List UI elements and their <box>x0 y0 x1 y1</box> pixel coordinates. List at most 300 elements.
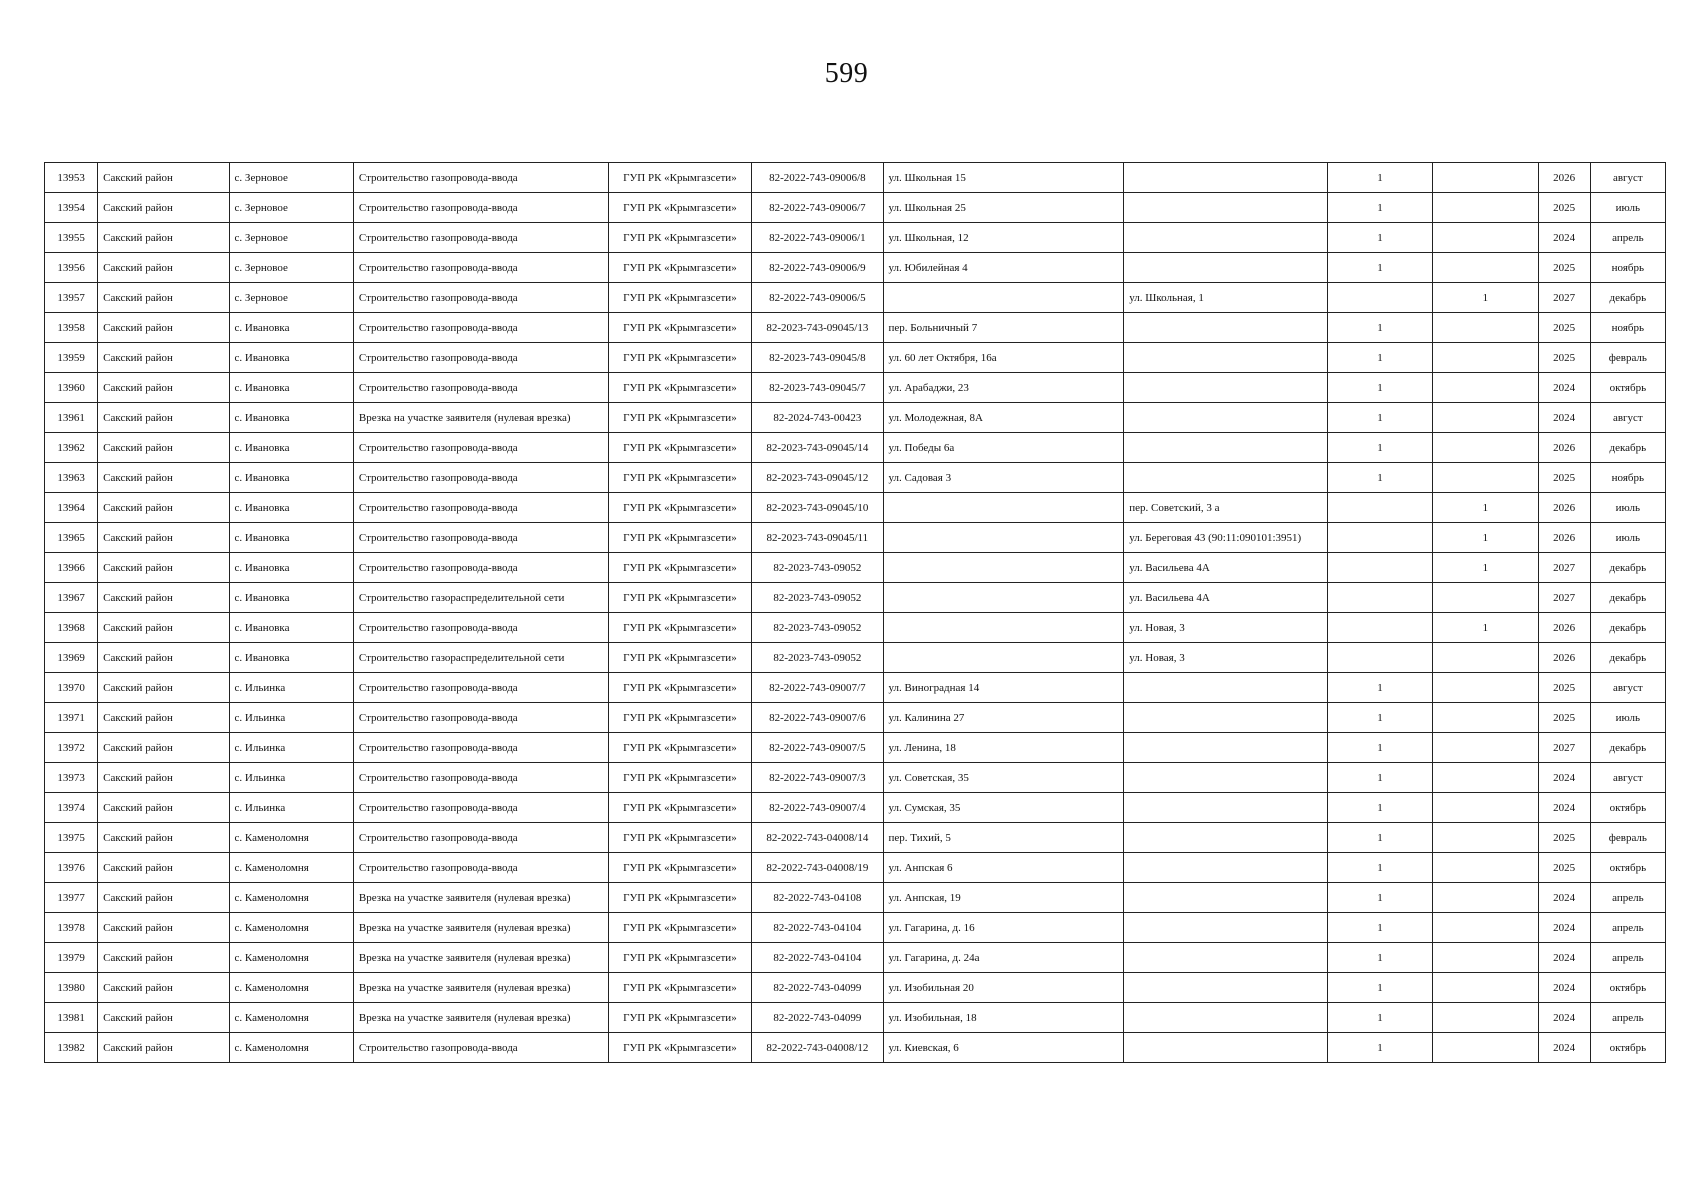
month-cell: декабрь <box>1590 433 1665 463</box>
village-cell: с. Ильинка <box>229 673 353 703</box>
address-cell: ул. Анпская, 19 <box>883 883 1124 913</box>
tech-conditions-number-cell: 82-2022-743-09006/9 <box>752 253 883 283</box>
count-cell: 1 <box>1327 763 1432 793</box>
district-cell: Сакский район <box>98 883 229 913</box>
tech-conditions-number-cell: 82-2022-743-04099 <box>752 1003 883 1033</box>
row-number-cell: 13953 <box>45 163 98 193</box>
year-cell: 2024 <box>1538 913 1590 943</box>
village-cell: с. Ильинка <box>229 793 353 823</box>
village-cell: с. Ивановка <box>229 463 353 493</box>
year-cell: 2025 <box>1538 463 1590 493</box>
count-alt-cell <box>1433 763 1538 793</box>
count-alt-cell: 1 <box>1433 283 1538 313</box>
work-type-cell: Строительство газопровода-ввода <box>353 373 608 403</box>
organization-cell: ГУП РК «Крымгазсети» <box>608 793 751 823</box>
tech-conditions-number-cell: 82-2022-743-09007/6 <box>752 703 883 733</box>
count-alt-cell: 1 <box>1433 553 1538 583</box>
year-cell: 2027 <box>1538 553 1590 583</box>
village-cell: с. Ивановка <box>229 523 353 553</box>
year-cell: 2025 <box>1538 823 1590 853</box>
table-body <box>45 163 1666 1063</box>
work-type-cell: Строительство газопровода-ввода <box>353 823 608 853</box>
tech-conditions-number-cell: 82-2022-743-04099 <box>752 973 883 1003</box>
month-cell: июль <box>1590 523 1665 553</box>
count-cell: 1 <box>1327 973 1432 1003</box>
row-number-cell: 13980 <box>45 973 98 1003</box>
table-row <box>45 643 1666 673</box>
count-cell: 1 <box>1327 823 1432 853</box>
address-alt-cell <box>1124 433 1328 463</box>
row-number-cell: 13969 <box>45 643 98 673</box>
district-cell: Сакский район <box>98 163 229 193</box>
table-row <box>45 523 1666 553</box>
year-cell: 2025 <box>1538 313 1590 343</box>
year-cell: 2026 <box>1538 433 1590 463</box>
count-cell <box>1327 283 1432 313</box>
count-alt-cell <box>1433 643 1538 673</box>
tech-conditions-number-cell: 82-2023-743-09045/8 <box>752 343 883 373</box>
organization-cell: ГУП РК «Крымгазсети» <box>608 223 751 253</box>
organization-cell: ГУП РК «Крымгазсети» <box>608 253 751 283</box>
count-cell: 1 <box>1327 853 1432 883</box>
table-row <box>45 433 1666 463</box>
district-cell: Сакский район <box>98 823 229 853</box>
table-row <box>45 283 1666 313</box>
count-alt-cell <box>1433 1003 1538 1033</box>
tech-conditions-number-cell: 82-2022-743-04108 <box>752 883 883 913</box>
row-number-cell: 13975 <box>45 823 98 853</box>
organization-cell: ГУП РК «Крымгазсети» <box>608 193 751 223</box>
district-cell: Сакский район <box>98 763 229 793</box>
year-cell: 2024 <box>1538 763 1590 793</box>
district-cell: Сакский район <box>98 343 229 373</box>
row-number-cell: 13971 <box>45 703 98 733</box>
district-cell: Сакский район <box>98 223 229 253</box>
tech-conditions-number-cell: 82-2023-743-09045/12 <box>752 463 883 493</box>
tech-conditions-number-cell: 82-2023-743-09052 <box>752 583 883 613</box>
village-cell: с. Ивановка <box>229 493 353 523</box>
row-number-cell: 13982 <box>45 1033 98 1063</box>
row-number-cell: 13966 <box>45 553 98 583</box>
table-row <box>45 163 1666 193</box>
row-number-cell: 13978 <box>45 913 98 943</box>
count-alt-cell <box>1433 673 1538 703</box>
address-cell: ул. Изобильная, 18 <box>883 1003 1124 1033</box>
address-alt-cell <box>1124 403 1328 433</box>
month-cell: октябрь <box>1590 853 1665 883</box>
table-row <box>45 223 1666 253</box>
count-alt-cell <box>1433 373 1538 403</box>
address-alt-cell <box>1124 1033 1328 1063</box>
district-cell: Сакский район <box>98 433 229 463</box>
organization-cell: ГУП РК «Крымгазсети» <box>608 553 751 583</box>
table-row <box>45 733 1666 763</box>
organization-cell: ГУП РК «Крымгазсети» <box>608 1003 751 1033</box>
work-type-cell: Строительство газопровода-ввода <box>353 343 608 373</box>
address-alt-cell <box>1124 973 1328 1003</box>
count-alt-cell <box>1433 193 1538 223</box>
count-cell: 1 <box>1327 913 1432 943</box>
year-cell: 2024 <box>1538 1003 1590 1033</box>
village-cell: с. Каменоломня <box>229 943 353 973</box>
work-type-cell: Строительство газопровода-ввода <box>353 733 608 763</box>
row-number-cell: 13955 <box>45 223 98 253</box>
row-number-cell: 13959 <box>45 343 98 373</box>
work-type-cell: Врезка на участке заявителя (нулевая врезка) <box>353 883 608 913</box>
address-cell <box>883 613 1124 643</box>
table-row <box>45 493 1666 523</box>
month-cell: август <box>1590 763 1665 793</box>
address-cell: ул. Киевская, 6 <box>883 1033 1124 1063</box>
tech-conditions-number-cell: 82-2022-743-09007/3 <box>752 763 883 793</box>
work-type-cell: Строительство газопровода-ввода <box>353 703 608 733</box>
year-cell: 2027 <box>1538 283 1590 313</box>
village-cell: с. Зерновое <box>229 223 353 253</box>
address-alt-cell: ул. Школьная, 1 <box>1124 283 1328 313</box>
year-cell: 2027 <box>1538 733 1590 763</box>
month-cell: апрель <box>1590 943 1665 973</box>
work-type-cell: Строительство газопровода-ввода <box>353 493 608 523</box>
village-cell: с. Ивановка <box>229 313 353 343</box>
village-cell: с. Ильинка <box>229 703 353 733</box>
address-alt-cell <box>1124 793 1328 823</box>
village-cell: с. Каменоломня <box>229 913 353 943</box>
count-cell: 1 <box>1327 1033 1432 1063</box>
organization-cell: ГУП РК «Крымгазсети» <box>608 823 751 853</box>
tech-conditions-number-cell: 82-2022-743-04104 <box>752 943 883 973</box>
district-cell: Сакский район <box>98 523 229 553</box>
tech-conditions-number-cell: 82-2022-743-09006/1 <box>752 223 883 253</box>
village-cell: с. Ивановка <box>229 403 353 433</box>
address-cell: ул. Школьная 25 <box>883 193 1124 223</box>
village-cell: с. Каменоломня <box>229 853 353 883</box>
address-alt-cell: ул. Береговая 43 (90:11:090101:3951) <box>1124 523 1328 553</box>
address-cell: ул. Виноградная 14 <box>883 673 1124 703</box>
count-cell: 1 <box>1327 943 1432 973</box>
month-cell: декабрь <box>1590 613 1665 643</box>
address-alt-cell <box>1124 883 1328 913</box>
district-cell: Сакский район <box>98 253 229 283</box>
district-cell: Сакский район <box>98 943 229 973</box>
row-number-cell: 13977 <box>45 883 98 913</box>
count-alt-cell <box>1433 583 1538 613</box>
address-cell: ул. Ленина, 18 <box>883 733 1124 763</box>
tech-conditions-number-cell: 82-2022-743-04008/12 <box>752 1033 883 1063</box>
village-cell: с. Ильинка <box>229 763 353 793</box>
organization-cell: ГУП РК «Крымгазсети» <box>608 283 751 313</box>
row-number-cell: 13976 <box>45 853 98 883</box>
district-cell: Сакский район <box>98 313 229 343</box>
year-cell: 2025 <box>1538 253 1590 283</box>
address-alt-cell <box>1124 253 1328 283</box>
tech-conditions-number-cell: 82-2023-743-09045/13 <box>752 313 883 343</box>
work-type-cell: Строительство газопровода-ввода <box>353 313 608 343</box>
address-cell <box>883 523 1124 553</box>
district-cell: Сакский район <box>98 643 229 673</box>
work-type-cell: Врезка на участке заявителя (нулевая врезка) <box>353 1003 608 1033</box>
organization-cell: ГУП РК «Крымгазсети» <box>608 523 751 553</box>
count-alt-cell <box>1433 823 1538 853</box>
tech-conditions-number-cell: 82-2022-743-09006/8 <box>752 163 883 193</box>
village-cell: с. Ивановка <box>229 553 353 583</box>
address-cell: ул. Арабаджи, 23 <box>883 373 1124 403</box>
month-cell: декабрь <box>1590 553 1665 583</box>
row-number-cell: 13957 <box>45 283 98 313</box>
month-cell: октябрь <box>1590 793 1665 823</box>
village-cell: с. Каменоломня <box>229 883 353 913</box>
month-cell: июль <box>1590 703 1665 733</box>
table-row <box>45 343 1666 373</box>
village-cell: с. Ивановка <box>229 343 353 373</box>
month-cell: апрель <box>1590 913 1665 943</box>
address-alt-cell: ул. Новая, 3 <box>1124 643 1328 673</box>
work-type-cell: Строительство газопровода-ввода <box>353 223 608 253</box>
work-type-cell: Строительство газопровода-ввода <box>353 793 608 823</box>
district-cell: Сакский район <box>98 853 229 883</box>
village-cell: с. Зерновое <box>229 193 353 223</box>
address-cell <box>883 283 1124 313</box>
organization-cell: ГУП РК «Крымгазсети» <box>608 403 751 433</box>
year-cell: 2025 <box>1538 673 1590 703</box>
year-cell: 2025 <box>1538 193 1590 223</box>
address-alt-cell <box>1124 373 1328 403</box>
address-alt-cell <box>1124 223 1328 253</box>
district-cell: Сакский район <box>98 673 229 703</box>
table-row <box>45 583 1666 613</box>
village-cell: с. Ивановка <box>229 583 353 613</box>
organization-cell: ГУП РК «Крымгазсети» <box>608 973 751 1003</box>
count-cell: 1 <box>1327 673 1432 703</box>
district-cell: Сакский район <box>98 613 229 643</box>
organization-cell: ГУП РК «Крымгазсети» <box>608 583 751 613</box>
year-cell: 2024 <box>1538 1033 1590 1063</box>
tech-conditions-number-cell: 82-2022-743-09006/5 <box>752 283 883 313</box>
row-number-cell: 13960 <box>45 373 98 403</box>
district-cell: Сакский район <box>98 913 229 943</box>
work-type-cell: Врезка на участке заявителя (нулевая врезка) <box>353 403 608 433</box>
month-cell: февраль <box>1590 343 1665 373</box>
count-alt-cell <box>1433 433 1538 463</box>
address-alt-cell <box>1124 943 1328 973</box>
count-alt-cell <box>1433 163 1538 193</box>
work-type-cell: Строительство газопровода-ввода <box>353 553 608 583</box>
month-cell: апрель <box>1590 223 1665 253</box>
district-cell: Сакский район <box>98 193 229 223</box>
table-row <box>45 613 1666 643</box>
count-alt-cell <box>1433 253 1538 283</box>
work-type-cell: Строительство газопровода-ввода <box>353 193 608 223</box>
table-row <box>45 403 1666 433</box>
organization-cell: ГУП РК «Крымгазсети» <box>608 163 751 193</box>
address-cell: ул. Садовая 3 <box>883 463 1124 493</box>
count-alt-cell <box>1433 223 1538 253</box>
address-cell: ул. Изобильная 20 <box>883 973 1124 1003</box>
district-cell: Сакский район <box>98 1033 229 1063</box>
row-number-cell: 13972 <box>45 733 98 763</box>
count-alt-cell <box>1433 943 1538 973</box>
count-cell: 1 <box>1327 343 1432 373</box>
village-cell: с. Зерновое <box>229 283 353 313</box>
work-type-cell: Строительство газораспределительной сети <box>353 643 608 673</box>
address-cell: ул. Анпская 6 <box>883 853 1124 883</box>
count-cell <box>1327 493 1432 523</box>
district-cell: Сакский район <box>98 373 229 403</box>
month-cell: декабрь <box>1590 283 1665 313</box>
organization-cell: ГУП РК «Крымгазсети» <box>608 673 751 703</box>
year-cell: 2024 <box>1538 883 1590 913</box>
organization-cell: ГУП РК «Крымгазсети» <box>608 613 751 643</box>
work-type-cell: Строительство газопровода-ввода <box>353 763 608 793</box>
year-cell: 2027 <box>1538 583 1590 613</box>
work-type-cell: Строительство газопровода-ввода <box>353 1033 608 1063</box>
year-cell: 2024 <box>1538 973 1590 1003</box>
count-cell: 1 <box>1327 703 1432 733</box>
table-row <box>45 1033 1666 1063</box>
tech-conditions-number-cell: 82-2022-743-04008/19 <box>752 853 883 883</box>
address-alt-cell <box>1124 313 1328 343</box>
month-cell: август <box>1590 163 1665 193</box>
tech-conditions-number-cell: 82-2023-743-09052 <box>752 643 883 673</box>
year-cell: 2025 <box>1538 853 1590 883</box>
year-cell: 2024 <box>1538 793 1590 823</box>
work-type-cell: Строительство газопровода-ввода <box>353 463 608 493</box>
address-alt-cell <box>1124 193 1328 223</box>
tech-conditions-number-cell: 82-2023-743-09045/11 <box>752 523 883 553</box>
district-cell: Сакский район <box>98 553 229 583</box>
organization-cell: ГУП РК «Крымгазсети» <box>608 943 751 973</box>
month-cell: июль <box>1590 493 1665 523</box>
table-row <box>45 943 1666 973</box>
district-cell: Сакский район <box>98 403 229 433</box>
row-number-cell: 13981 <box>45 1003 98 1033</box>
count-alt-cell <box>1433 913 1538 943</box>
work-type-cell: Строительство газораспределительной сети <box>353 583 608 613</box>
row-number-cell: 13962 <box>45 433 98 463</box>
count-cell <box>1327 643 1432 673</box>
month-cell: июль <box>1590 193 1665 223</box>
count-cell <box>1327 553 1432 583</box>
row-number-cell: 13958 <box>45 313 98 343</box>
row-number-cell: 13979 <box>45 943 98 973</box>
organization-cell: ГУП РК «Крымгазсети» <box>608 1033 751 1063</box>
address-alt-cell <box>1124 163 1328 193</box>
year-cell: 2026 <box>1538 613 1590 643</box>
district-cell: Сакский район <box>98 493 229 523</box>
work-type-cell: Строительство газопровода-ввода <box>353 163 608 193</box>
count-cell <box>1327 613 1432 643</box>
work-type-cell: Врезка на участке заявителя (нулевая врезка) <box>353 973 608 1003</box>
organization-cell: ГУП РК «Крымгазсети» <box>608 643 751 673</box>
year-cell: 2024 <box>1538 223 1590 253</box>
table-row <box>45 313 1666 343</box>
row-number-cell: 13965 <box>45 523 98 553</box>
tech-conditions-number-cell: 82-2023-743-09052 <box>752 613 883 643</box>
count-cell: 1 <box>1327 883 1432 913</box>
address-cell: ул. 60 лет Октября, 16а <box>883 343 1124 373</box>
work-type-cell: Строительство газопровода-ввода <box>353 283 608 313</box>
table-row <box>45 883 1666 913</box>
address-alt-cell <box>1124 913 1328 943</box>
row-number-cell: 13967 <box>45 583 98 613</box>
village-cell: с. Ивановка <box>229 643 353 673</box>
table-row <box>45 853 1666 883</box>
village-cell: с. Каменоломня <box>229 1033 353 1063</box>
year-cell: 2024 <box>1538 943 1590 973</box>
organization-cell: ГУП РК «Крымгазсети» <box>608 763 751 793</box>
organization-cell: ГУП РК «Крымгазсети» <box>608 883 751 913</box>
table-row <box>45 823 1666 853</box>
work-type-cell: Строительство газопровода-ввода <box>353 253 608 283</box>
row-number-cell: 13968 <box>45 613 98 643</box>
count-cell: 1 <box>1327 793 1432 823</box>
count-cell: 1 <box>1327 193 1432 223</box>
table-row <box>45 253 1666 283</box>
tech-conditions-number-cell: 82-2022-743-09007/4 <box>752 793 883 823</box>
work-type-cell: Строительство газопровода-ввода <box>353 433 608 463</box>
count-alt-cell: 1 <box>1433 493 1538 523</box>
month-cell: август <box>1590 673 1665 703</box>
count-alt-cell <box>1433 853 1538 883</box>
address-alt-cell <box>1124 343 1328 373</box>
work-type-cell: Врезка на участке заявителя (нулевая врезка) <box>353 943 608 973</box>
year-cell: 2025 <box>1538 343 1590 373</box>
tech-conditions-number-cell: 82-2024-743-00423 <box>752 403 883 433</box>
count-alt-cell <box>1433 403 1538 433</box>
organization-cell: ГУП РК «Крымгазсети» <box>608 703 751 733</box>
address-cell: пер. Больничный 7 <box>883 313 1124 343</box>
address-cell <box>883 643 1124 673</box>
tech-conditions-number-cell: 82-2023-743-09045/7 <box>752 373 883 403</box>
village-cell: с. Каменоломня <box>229 973 353 1003</box>
district-cell: Сакский район <box>98 1003 229 1033</box>
address-cell <box>883 583 1124 613</box>
table-row <box>45 973 1666 1003</box>
organization-cell: ГУП РК «Крымгазсети» <box>608 853 751 883</box>
address-alt-cell <box>1124 763 1328 793</box>
address-alt-cell <box>1124 463 1328 493</box>
count-cell: 1 <box>1327 733 1432 763</box>
tech-conditions-number-cell: 82-2023-743-09052 <box>752 553 883 583</box>
month-cell: август <box>1590 403 1665 433</box>
count-alt-cell: 1 <box>1433 613 1538 643</box>
district-cell: Сакский район <box>98 973 229 1003</box>
page-number: 599 <box>824 58 869 89</box>
row-number-cell: 13974 <box>45 793 98 823</box>
tech-conditions-number-cell: 82-2022-743-09007/5 <box>752 733 883 763</box>
tech-conditions-number-cell: 82-2022-743-09007/7 <box>752 673 883 703</box>
year-cell: 2026 <box>1538 163 1590 193</box>
year-cell: 2026 <box>1538 643 1590 673</box>
organization-cell: ГУП РК «Крымгазсети» <box>608 313 751 343</box>
count-alt-cell <box>1433 793 1538 823</box>
tech-conditions-number-cell: 82-2023-743-09045/14 <box>752 433 883 463</box>
count-alt-cell <box>1433 703 1538 733</box>
tech-conditions-number-cell: 82-2022-743-04104 <box>752 913 883 943</box>
address-cell: ул. Школьная 15 <box>883 163 1124 193</box>
count-cell <box>1327 583 1432 613</box>
address-alt-cell <box>1124 733 1328 763</box>
address-alt-cell: ул. Васильева 4А <box>1124 583 1328 613</box>
table-row <box>45 193 1666 223</box>
work-type-cell: Врезка на участке заявителя (нулевая врезка) <box>353 913 608 943</box>
address-cell <box>883 493 1124 523</box>
count-alt-cell <box>1433 973 1538 1003</box>
organization-cell: ГУП РК «Крымгазсети» <box>608 373 751 403</box>
organization-cell: ГУП РК «Крымгазсети» <box>608 343 751 373</box>
month-cell: апрель <box>1590 1003 1665 1033</box>
address-cell: ул. Гагарина, д. 16 <box>883 913 1124 943</box>
address-alt-cell: ул. Васильева 4А <box>1124 553 1328 583</box>
